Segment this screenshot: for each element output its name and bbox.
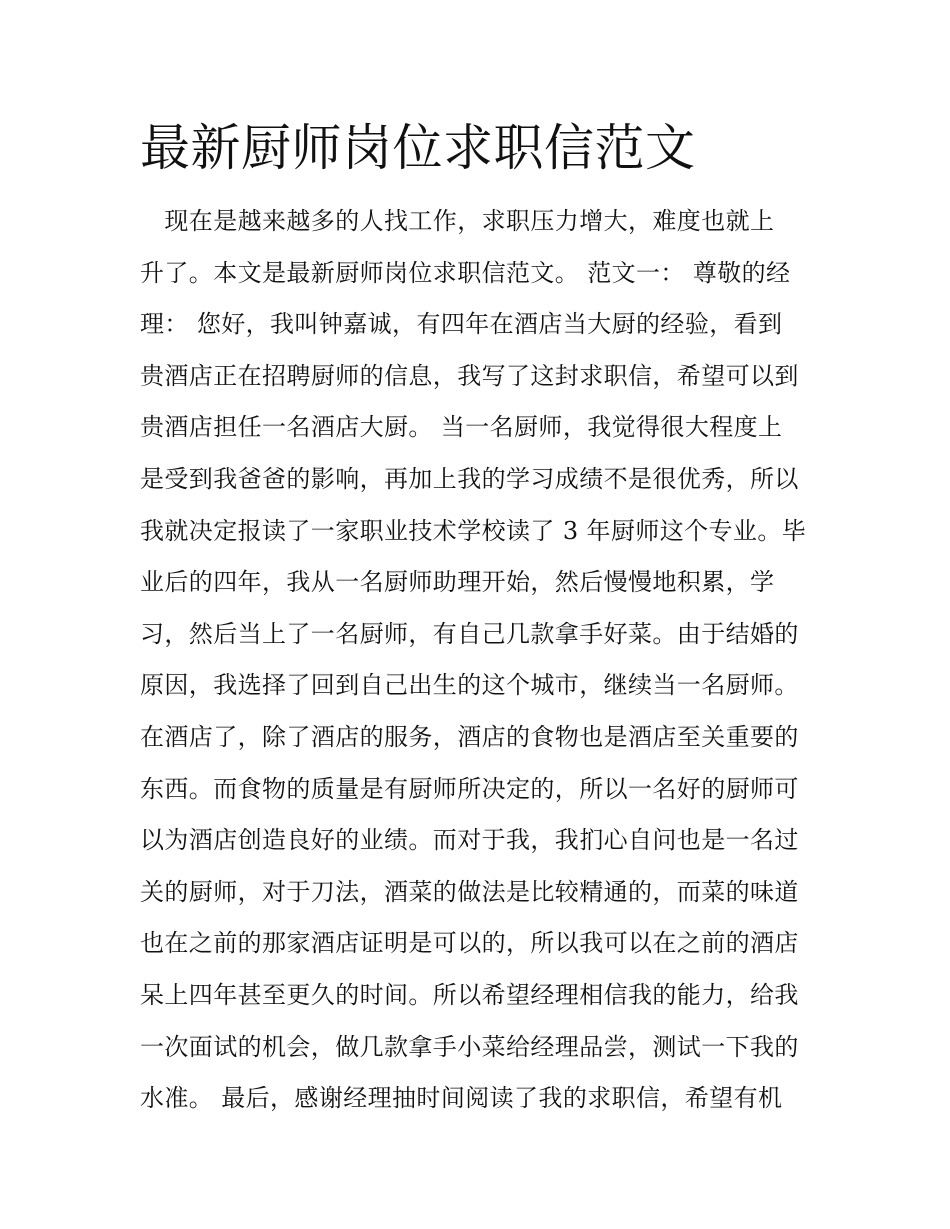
page-title: 最新厨师岗位求职信范文: [140, 119, 696, 177]
body-line: 我就决定报读了一家职业技术学校读了 3 年厨师这个专业。毕: [140, 516, 807, 545]
body-line: 原因，我选择了回到自己出生的这个城市，继续当一名厨师。: [140, 671, 799, 700]
body-line: 业后的四年，我从一名厨师助理开始，然后慢慢地积累，学: [140, 568, 775, 597]
body-line: 水准。 最后，感谢经理抽时间阅读了我的求职信，希望有机: [140, 1084, 783, 1113]
body-line: 也在之前的那家酒店证明是可以的，所以我可以在之前的酒店: [140, 929, 799, 958]
body-line: 东西。而食物的质量是有厨师所决定的，所以一名好的厨师可: [140, 774, 799, 803]
body-line: 以为酒店创造良好的业绩。而对于我，我扪心自问也是一名过: [140, 826, 799, 855]
body-line: 一次面试的机会，做几款拿手小菜给经理品尝，测试一下我的: [140, 1032, 799, 1061]
body-line: 理： 您好，我叫钟嘉诚，有四年在酒店当大厨的经验，看到: [140, 310, 783, 339]
body-line: 贵酒店正在招聘厨师的信息，我写了这封求职信，希望可以到: [140, 361, 799, 390]
body-line: 习，然后当上了一名厨师，有自己几款拿手好菜。由于结婚的: [140, 619, 799, 648]
body-line: 呆上四年甚至更久的时间。所以希望经理相信我的能力，给我: [140, 980, 799, 1009]
body-line: 升了。本文是最新厨师岗位求职信范文。 范文一： 尊敬的经: [140, 258, 791, 287]
body-line: 在酒店了，除了酒店的服务，酒店的食物也是酒店至关重要的: [140, 722, 799, 751]
body-line: 关的厨师，对于刀法，酒菜的做法是比较精通的，而菜的味道: [140, 877, 799, 906]
document-body: [140, 196, 820, 1125]
body-line: 是受到我爸爸的影响，再加上我的学习成绩不是很优秀，所以: [140, 464, 799, 493]
body-line: 贵酒店担任一名酒店大厨。 当一名厨师，我觉得很大程度上: [140, 413, 783, 442]
body-line: 现在是越来越多的人找工作，求职压力增大，难度也就上: [140, 207, 775, 235]
